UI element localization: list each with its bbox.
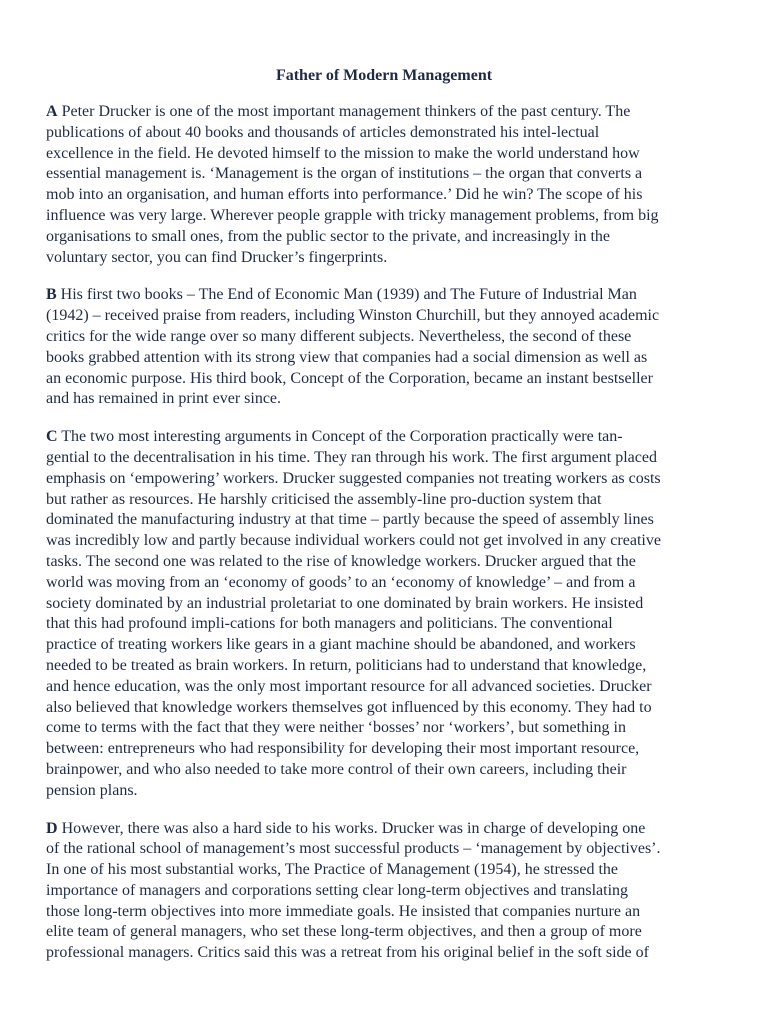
paragraph-line: come to terms with the fact that they were neither ‘bosses’ nor ‘workers’, but something in	[46, 719, 626, 737]
document-title: Father of Modern Management	[275, 67, 493, 84]
paragraph-line: between: entrepreneurs who had responsibility for developing their most important resource,	[46, 740, 640, 758]
paragraph-line: voluntary sector, you can find Drucker’s fingerprints.	[46, 248, 388, 266]
paragraph-line: pension plans.	[46, 781, 138, 799]
paragraph-line: elite team of general managers, who set these long-term objectives, and then a group of more	[46, 923, 642, 941]
paragraph-line: those long-term objectives into more immediate goals. He insisted that companies nurture an	[46, 902, 641, 920]
paragraph-line: mob into an organisation, and human efforts into performance.’ Did he win? The scope of his	[46, 186, 643, 204]
paragraph-d	[46, 819, 722, 965]
paragraph-letter: A	[46, 103, 58, 120]
paragraph-line: emphasis on ‘empowering’ workers. Drucker suggested companies not treating workers as costs	[46, 469, 661, 487]
paragraph-line: that this had profound impli-cations for both managers and politicians. The conventional	[46, 615, 613, 633]
paragraph-a	[46, 102, 722, 268]
paragraph-line: importance of managers and corporations setting clear long-term objectives and translating	[46, 881, 629, 899]
paragraph-letter: B	[46, 286, 57, 304]
paragraph-line: organisations to small ones, from the public sector to the private, and increasingly in the	[46, 227, 611, 245]
paragraph-letter: D	[46, 819, 58, 837]
paragraph-line: critics for the wide range over so many different subjects. Nevertheless, the second of these	[46, 327, 632, 345]
paragraph-line: gential to the decentralisation in his time. They ran through his work. The first argument placed	[46, 448, 657, 466]
paragraph-line: world was moving from an ‘economy of goods’ to an ‘economy of knowledge’ – and from a	[46, 573, 636, 591]
paragraph-line: and has remained in print ever since.	[46, 390, 282, 408]
paragraph-line: essential management is. ‘Management is the organ of institutions – the organ that converts a	[46, 165, 643, 183]
paragraph-line: A Peter Drucker is one of the most important management thinkers of the past century. The	[46, 103, 631, 120]
paragraph-b	[46, 285, 722, 410]
paragraph-line: professional managers. Critics said this was a retreat from his original belief in the soft side of	[46, 944, 649, 962]
paragraph-line: excellence in the field. He devoted himself to the mission to make the world understand how	[46, 144, 640, 162]
document-page	[46, 62, 722, 981]
paragraph-c	[46, 427, 722, 801]
paragraph-line: C The two most interesting arguments in Concept of the Corporation practically were tan-	[46, 428, 623, 446]
paragraph-line: dominated the manufacturing industry at that time – partly because the speed of assembly lines	[46, 511, 654, 529]
paragraph-line: was incredibly low and partly because individual workers could not get involved in any creative	[46, 532, 661, 550]
paragraph-letter: C	[46, 428, 58, 446]
paragraph-line: also believed that knowledge workers themselves got influenced by this economy. They had to	[46, 698, 652, 716]
paragraph-line: brainpower, and who also needed to take more control of their own careers, including their	[46, 760, 627, 778]
paragraph-line: books grabbed attention with its strong view that companies had a social dimension as well as	[46, 348, 648, 366]
paragraph-line: B His first two books – The End of Economic Man (1939) and The Future of Industrial Man	[46, 286, 637, 304]
paragraph-line: and hence education, was the only most important resource for all advanced societies. Drucker	[46, 677, 652, 695]
paragraph-line: but rather as resources. He harshly criticised the assembly-line pro-duction system that	[46, 490, 602, 508]
paragraph-line: practice of treating workers like gears in a giant machine should be abandoned, and workers	[46, 636, 636, 654]
paragraph-line: influence was very large. Wherever people grapple with tricky management problems, from big	[46, 206, 659, 224]
paragraph-line: In one of his most substantial works, The Practice of Management (1954), he stressed the	[46, 861, 619, 879]
paragraph-line: society dominated by an industrial proletariat to one dominated by brain workers. He insisted	[46, 594, 644, 612]
paragraph-line: (1942) – received praise from readers, including Winston Churchill, but they annoyed academic	[46, 307, 660, 325]
paragraph-line: needed to be treated as brain workers. In return, politicians had to understand that knowledge,	[46, 656, 647, 674]
paragraph-line: publications of about 40 books and thousands of articles demonstrated his intel-lectual	[46, 123, 600, 141]
paragraph-line: of the rational school of management’s most successful products – ‘management by objectives’.	[46, 840, 661, 858]
paragraph-line: D However, there was also a hard side to his works. Drucker was in charge of developing one	[46, 819, 646, 837]
paragraph-line: an economic purpose. His third book, Concept of the Corporation, became an instant bestseller	[46, 369, 653, 387]
paragraph-line: tasks. The second one was related to the rise of knowledge workers. Drucker argued that the	[46, 552, 636, 570]
